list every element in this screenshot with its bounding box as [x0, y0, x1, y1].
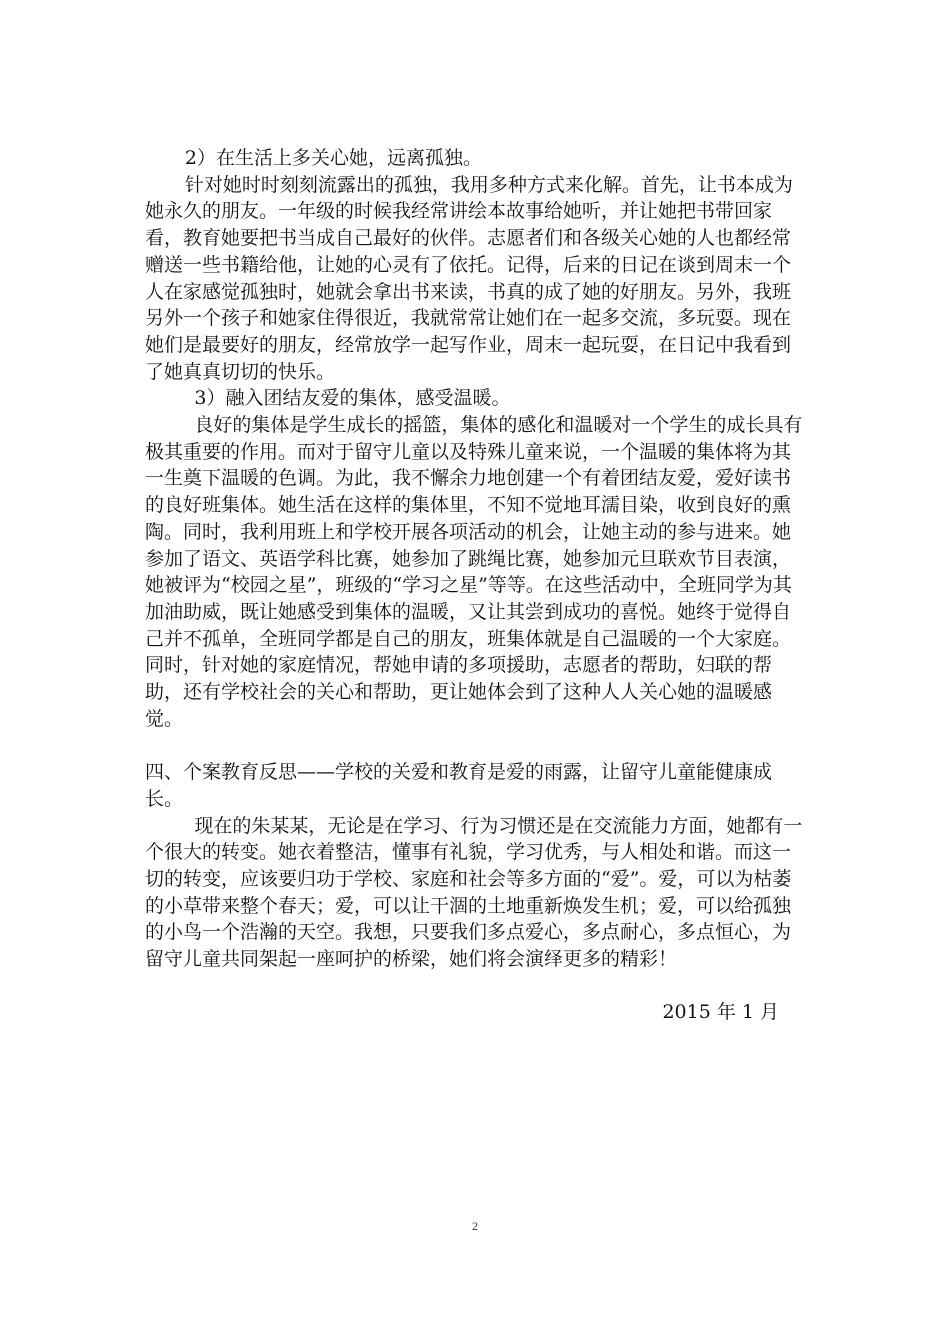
- document-body: [145, 145, 807, 1025]
- page-number: 2: [472, 1219, 478, 1233]
- part-4-paragraph: 现在的朱某某，无论是在学习、行为习惯还是在交流能力方面，她都有一个很大的转变。她衣着整洁，懂事有礼貌，学习优秀，与人相处和谐。而这一切的转变，应该要归功于学校、家庭和社会等多方面的“爱”。爱，可以为枯萎的小草带来整个春天；爱，可以让干涸的土地重新焕发生机；爱，可以给孤独的小鸟一个浩瀚的天空。我想，只要我们多点爱心，多点耐心，多点恒心，为留守儿童共同架起一座呵护的桥梁，她们将会演绎更多的精彩！: [145, 814, 803, 971]
- part-4-heading: 四、个案教育反思——学校的关爱和教育是爱的雨露，让留守儿童能健康成长。: [145, 761, 773, 810]
- document-date: 2015 年 1 月: [662, 1000, 779, 1023]
- paragraph-spacer: [145, 732, 807, 759]
- section-3-heading: 3）融入团结友爱的集体，感受温暖。: [194, 387, 511, 410]
- section-2-heading: 2）在生活上多关心她，远离孤独。: [184, 147, 482, 169]
- section-3-paragraph: 良好的集体是学生成长的摇篮，集体的感化和温暖对一个学生的成长具有极其重要的作用。而对于留守儿童以及特殊儿童来说，一个温暖的集体将为其一生奠下温暖的色调。为此，我不懈余力地创建一个有着团结友爱，爱好读书的良好班集体。她生活在这样的集体里，不知不觉地耳濡目染，收到良好的熏陶。同时，我利用班上和学校开展各项活动的机会，让她主动的参与进来。她参加了语文、英语学科比赛，她参加了跳绳比赛，她参加元旦联欢节目表演，她被评为“校园之星”，班级的“学习之星”等等。在这些活动中，全班同学为其加油助威，既让她感受到集体的温暖，又让其尝到成功的喜悦。她终于觉得自己并不孤单，全班同学都是自己的朋友，班集体就是自己温暖的一个大家庭。同时，针对她的家庭情况，帮她申请的多项援助，志愿者的帮助，妇联的帮助，还有学校社会的关心和帮助，更让她体会到了这种人人关心她的温暖感觉。: [145, 414, 803, 730]
- section-2-paragraph: 针对她时时刻刻流露出的孤独，我用多种方式来化解。首先，让书本成为她永久的朋友。一年级的时候我经常讲绘本故事给她听，并让她把书带回家看，教育她要把书当成自己最好的伙伴。志愿者们和各级关心她的人也都经常赠送一些书籍给他，让她的心灵有了依托。记得，后来的日记在谈到周末一个人在家感觉孤独时，她就会拿出书来读，书真的成了她的好朋友。另外，我班另外一个孩子和她家住得很近，我就常常让她们在一起多交流，多玩耍。现在她们是最要好的朋友，经常放学一起写作业，周末一起玩耍，在日记中我看到了她真真切切的快乐。: [145, 173, 793, 383]
